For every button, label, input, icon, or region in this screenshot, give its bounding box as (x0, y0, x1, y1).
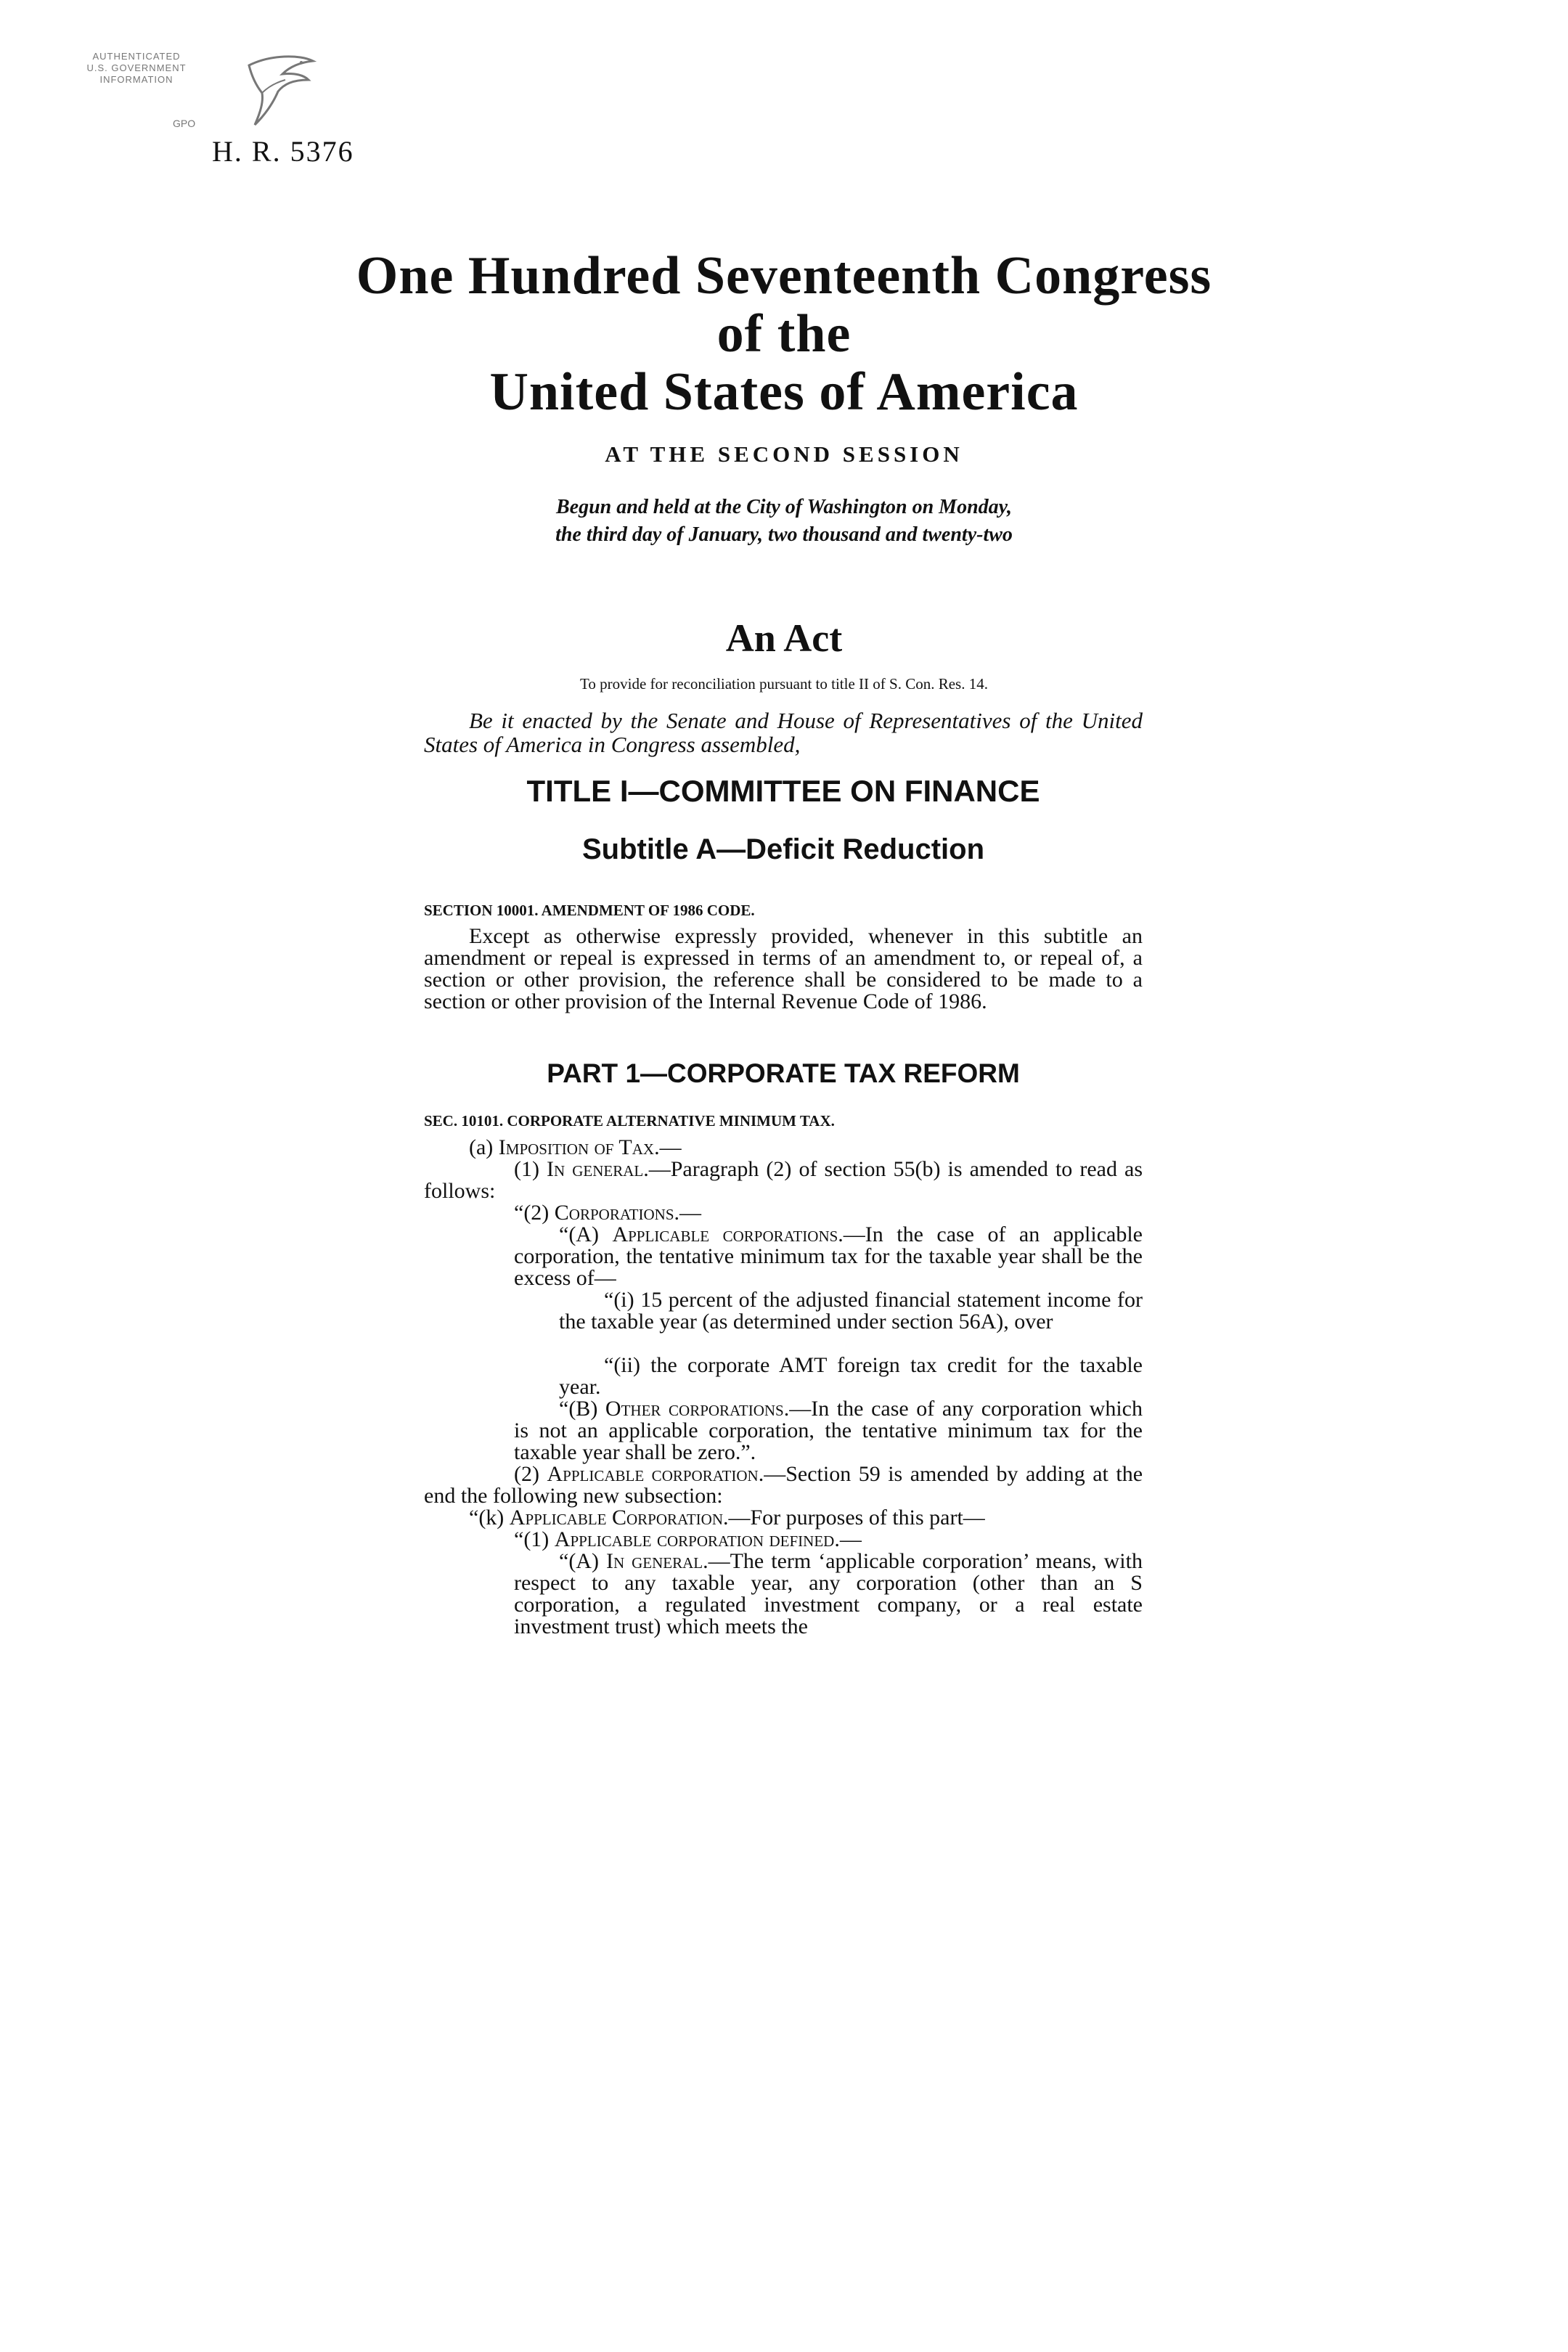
congress-heading-line-3: United States of America (489, 362, 1079, 422)
quoted-subparagraph-a: “(A) Applicable corporations.—In the case of an applicable corporation, the tentative minimum tax for the taxable year shall be the excess of— (514, 1222, 1143, 1290)
subsection-caption: Applicable Corporation (509, 1506, 723, 1530)
paragraph-2: (2) Applicable corporation.—Section 59 is amended by adding at the end the following new subsection: (424, 1462, 1143, 1508)
quoted-paragraph-2: “(2) Corporations.— (514, 1201, 701, 1225)
section-heading: SECTION 10001. AMENDMENT OF 1986 CODE. (424, 902, 755, 919)
enacting-clause: Be it enacted by the Senate and House of Representatives of the United States of America in Congress assembled, (424, 708, 1143, 757)
quoted-paragraph-1: “(1) Applicable corporation defined.— (514, 1527, 862, 1551)
paragraph-caption: Corporations (554, 1201, 674, 1225)
begun-statement (0, 494, 1568, 549)
authentication-seal (64, 51, 260, 131)
seal-gpo-label: GPO (173, 118, 196, 129)
subsection-caption: Imposition of Tax (498, 1135, 655, 1159)
quoted-subparagraph-b: “(B) Other corporations.—In the case of any corporation which is not an applicable corporation, the tentative minimum tax for the taxable year shall be zero.”. (514, 1397, 1143, 1464)
section-body: Except as otherwise expressly provided, whenever in this subtitle an amendment or repeal is expressed in terms of an amendment to, or repeal of, a section or other provision, the reference shall be considered to be made to a section or other provision of the Internal Revenue Code of 1986. (424, 924, 1143, 1013)
seal-line-2: U.S. GOVERNMENT (86, 62, 187, 73)
session-label: AT THE SECOND SESSION (605, 441, 963, 467)
seal-line-3: INFORMATION (99, 74, 173, 85)
quoted-subsection-k: “(k) Applicable Corporation.—For purposes of this part— (469, 1506, 985, 1530)
paragraph-caption: Applicable corporation (547, 1462, 759, 1486)
subsection-a: (a) Imposition of Tax.— (469, 1135, 682, 1159)
congress-heading-line-1: One Hundred Seventeenth Congress (356, 246, 1212, 306)
quoted-clause-ii: “(ii) the corporate AMT foreign tax credit for the taxable year. (559, 1353, 1143, 1399)
quoted-clause-i: “(i) 15 percent of the adjusted financial statement income for the taxable year (as determined under section 56A), over (559, 1288, 1143, 1334)
section-heading: SEC. 10101. CORPORATE ALTERNATIVE MINIMUM TAX. (424, 1112, 835, 1130)
quoted-subparagraph-a: “(A) In general.—The term ‘applicable corporation’ means, with respect to any taxable year, any corporation (other than an S corporation, a regulated investment company, or a real estate investment trust) which meets the (514, 1549, 1143, 1638)
paragraph-caption: In general (547, 1157, 644, 1181)
part-heading: PART 1—CORPORATE TAX REFORM (547, 1058, 1020, 1088)
paragraph-1: (1) In general.—Paragraph (2) of section 55(b) is amended to read as follows: (424, 1157, 1143, 1203)
subparagraph-caption: In general (605, 1549, 703, 1573)
subparagraph-caption: Applicable corporations (612, 1222, 838, 1246)
subparagraph-caption: Other corporations (605, 1397, 784, 1421)
congress-heading-line-2: of the (716, 304, 852, 364)
eagle-icon (220, 51, 322, 131)
begun-line-1: Begun and held at the City of Washington on Monday, (555, 496, 1013, 518)
act-title: An Act (725, 616, 843, 660)
bill-number: H. R. 5376 (212, 135, 354, 168)
begun-line-2: the third day of January, two thousand and twenty-two (555, 523, 1013, 546)
subtitle-heading: Subtitle A—Deficit Reduction (581, 833, 985, 865)
seal-line-1: AUTHENTICATED (92, 51, 181, 62)
act-purpose: To provide for reconciliation pursuant to title II of S. Con. Res. 14. (580, 675, 988, 693)
paragraph-caption: Applicable corporation defined (554, 1527, 835, 1551)
title-heading: TITLE I—COMMITTEE ON FINANCE (526, 774, 1040, 808)
